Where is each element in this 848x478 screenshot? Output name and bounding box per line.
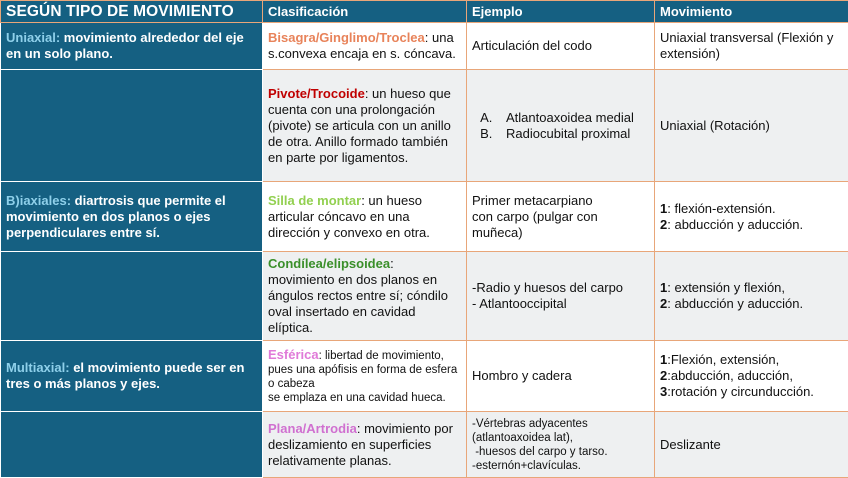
classification-cell	[263, 23, 467, 70]
classification-text: pues una apófisis en forma de esfera o cabeza	[268, 363, 461, 391]
movement-line: 3:rotación y circunducción.	[660, 384, 843, 400]
type-term: Uniaxial:	[6, 30, 60, 45]
classification-text: se emplaza en una cavidad hueca.	[268, 391, 461, 405]
table-row	[1, 182, 848, 252]
example-line: - Atlantooccipital	[472, 296, 649, 312]
table-row	[1, 252, 848, 341]
header-movement: Movimiento	[655, 1, 848, 23]
table-row	[1, 23, 848, 70]
movement-line: 2:abducción, aducción,	[660, 368, 843, 384]
header-movement-type: SEGÚN TIPO DE MOVIMIENTO	[1, 1, 263, 23]
movement-cell: Uniaxial (Rotación)	[655, 70, 848, 182]
type-empty	[1, 252, 263, 341]
example-cell: Hombro y cadera	[467, 341, 655, 412]
movement-cell	[655, 252, 848, 341]
type-uniaxial	[1, 23, 263, 70]
classification-name: Condílea/elipsoidea	[268, 256, 390, 271]
header-classification: Clasificación	[263, 1, 467, 23]
type-term: B)iaxiales:	[6, 193, 71, 208]
header-example: Ejemplo	[467, 1, 655, 23]
classification-text: : movimiento en dos planos en ángulos rectos entre sí; cóndilo oval insertado en cavidad elíptica.	[268, 256, 448, 335]
table-row	[1, 412, 848, 478]
table-row	[1, 70, 848, 182]
type-multiaxial	[1, 341, 263, 412]
type-description: movimiento alrededor del eje en un solo plano.	[6, 30, 244, 61]
example-line: -Radio y huesos del carpo	[472, 280, 649, 296]
movement-line: 1:Flexión, extensión,	[660, 352, 843, 368]
classification-text: : una s.convexa encaja en s. cóncava.	[268, 30, 456, 61]
example-cell	[467, 412, 655, 478]
type-biaxial	[1, 182, 263, 252]
movement-line: 1: flexión-extensión.	[660, 201, 843, 217]
classification-name: Pivote/Trocoide	[268, 86, 365, 101]
classification-cell	[263, 412, 467, 478]
movement-line: 1: extensión y flexión,	[660, 280, 843, 296]
classification-name: Bisagra/Ginglimo/Troclea	[268, 30, 425, 45]
header-row	[1, 1, 848, 23]
movement-line: 2: abducción y aducción.	[660, 296, 843, 312]
classification-cell	[263, 252, 467, 341]
classification-name: Silla de montar	[268, 193, 361, 208]
classification-text: : un hueso articular cóncavo en una dirección y convexo en otra.	[268, 193, 430, 240]
example-cell: Articulación del codo	[467, 23, 655, 70]
classification-text: : movimiento por deslizamiento en superficies relativamente planas.	[268, 421, 453, 468]
list-item: B. Radiocubital proximal	[496, 126, 649, 142]
classification-cell	[263, 182, 467, 252]
classification-text: : un hueso que cuenta con una prolongación (pivote) se articula con un anillo de otra. Anillo formado también en parte por ligamentos.	[268, 86, 451, 165]
example-cell	[467, 252, 655, 341]
type-empty	[1, 70, 263, 182]
example-line: (atlantoaxoidea lat),	[472, 431, 649, 445]
classification-name: Esférica	[268, 347, 319, 362]
movement-line: 2: abducción y aducción.	[660, 217, 843, 233]
example-line: con carpo (pulgar con muñeca)	[472, 209, 649, 241]
type-term: Multiaxial:	[6, 360, 70, 375]
example-cell	[467, 182, 655, 252]
classification-cell	[263, 70, 467, 182]
example-line: -Vértebras adyacentes	[472, 417, 649, 431]
list-item: A. Atlantoaxoidea medial	[496, 110, 649, 126]
classification-name: Plana/Artrodia	[268, 421, 357, 436]
table-row	[1, 341, 848, 412]
movement-cell	[655, 182, 848, 252]
movement-cell	[655, 341, 848, 412]
type-empty	[1, 412, 263, 478]
example-line: -esternón+clavículas.	[472, 459, 649, 473]
classification-text: : libertad de movimiento,	[319, 350, 444, 362]
movement-cell: Deslizante	[655, 412, 848, 478]
example-list	[472, 110, 649, 142]
classification-cell	[263, 341, 467, 412]
example-cell	[467, 70, 655, 182]
example-line: -huesos del carpo y tarso.	[472, 445, 649, 459]
example-line: Primer metacarpiano	[472, 193, 649, 209]
type-description: diartrosis que permite el movimiento en dos planos o ejes perpendiculares entre sí.	[6, 193, 226, 240]
type-description: el movimiento puede ser en tres o más planos y ejes.	[6, 360, 244, 391]
movement-cell: Uniaxial transversal (Flexión y extensión)	[655, 23, 848, 70]
